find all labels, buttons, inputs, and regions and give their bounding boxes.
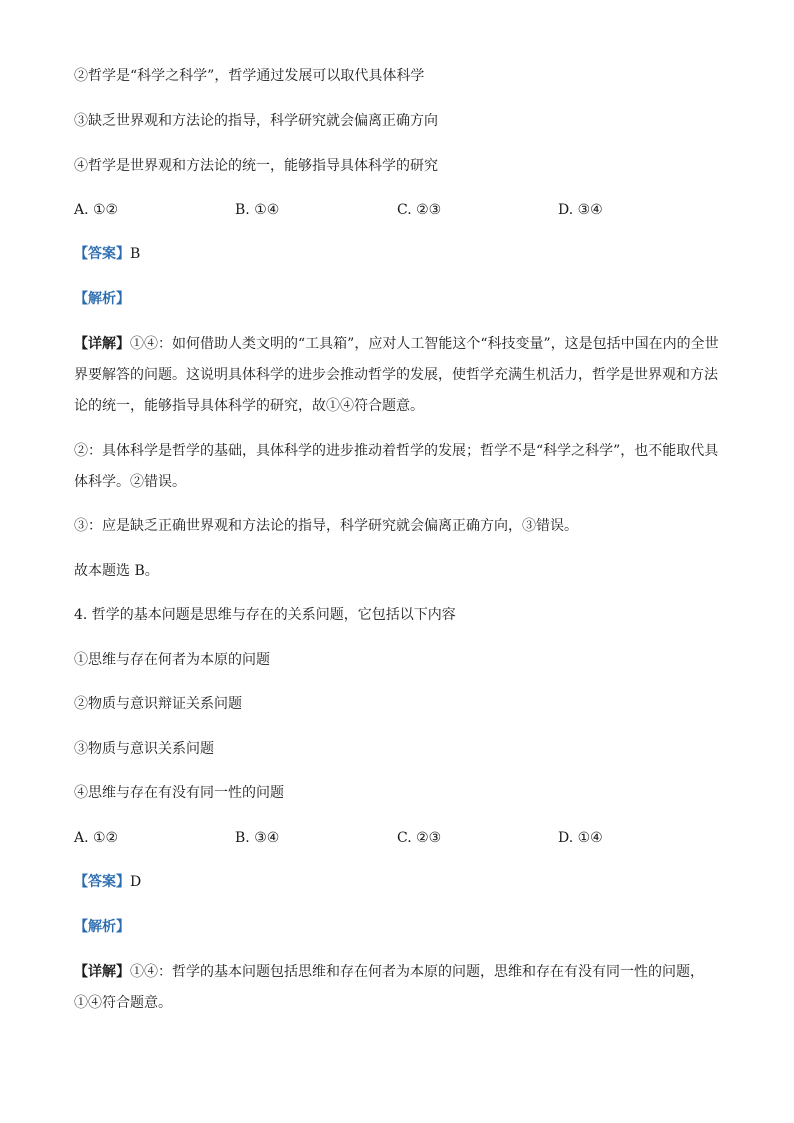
q3-conclusion: 故本题选 B。 — [74, 563, 159, 579]
answer-tag: 【答案】 — [74, 874, 130, 890]
q4-option-c: C. ②③ — [397, 830, 442, 846]
q3-analysis-heading — [74, 288, 130, 310]
q3-explain-3: ③：应是缺乏正确世界观和方法论的指导，科学研究就会偏离正确方向，③错误。 — [74, 518, 578, 534]
detail-tag: 【详解】 — [74, 964, 130, 980]
q3-statement-3: ③缺乏世界观和方法论的指导，科学研究就会偏离正确方向 — [74, 113, 438, 129]
detail-text: ①④：哲学的基本问题包括思维和存在何者为本原的问题，思维和存在有没有同一性的问题，①④符合题意。 — [74, 964, 704, 1011]
q3-option-c: C. ②③ — [397, 202, 442, 218]
analysis-tag: 【解析】 — [74, 291, 130, 307]
q3-statement-4: ④哲学是世界观和方法论的统一，能够指导具体科学的研究 — [74, 158, 438, 174]
q4-statement-3: ③物质与意识关系问题 — [74, 741, 214, 757]
answer-value: D — [130, 874, 142, 890]
q4-option-b: B. ③④ — [235, 830, 280, 846]
answer-tag: 【答案】 — [74, 246, 130, 262]
q3-option-a: A. ①② — [74, 202, 119, 218]
q4-statement-1: ①思维与存在何者为本原的问题 — [74, 652, 270, 668]
q4-statement-2: ②物质与意识辩证关系问题 — [74, 696, 242, 712]
q3-explain-2: ②：具体科学是哲学的基础，具体科学的进步推动着哲学的发展；哲学不是“科学之科学”，也不能取代具体科学。②错误。 — [74, 443, 719, 490]
q3-statement-2: ②哲学是“科学之科学”，哲学通过发展可以取代具体科学 — [74, 68, 425, 84]
answer-value: B — [130, 246, 141, 262]
q3-option-d: D. ③④ — [558, 202, 603, 218]
q3-answer — [74, 243, 140, 265]
q4-detail — [74, 957, 720, 1019]
q3-option-b: B. ①④ — [235, 202, 280, 218]
detail-tag: 【详解】 — [74, 336, 130, 352]
q4-answer — [74, 871, 141, 893]
q4-statement-4: ④思维与存在有没有同一性的问题 — [74, 785, 284, 801]
q4-option-d: D. ①④ — [558, 830, 603, 846]
q4-option-a: A. ①② — [74, 830, 119, 846]
q3-detail — [74, 329, 720, 422]
detail-text: ①④：如何借助人类文明的“工具箱”，应对人工智能这个“科技变量”，这是包括中国在内的全世界要解答的问题。这说明具体科学的进步会推动哲学的发展，使哲学充满生机活力，哲学是世界观和方法论的统一，能够指导具体科学的研究，故①④符合题意。 — [74, 336, 719, 414]
analysis-tag: 【解析】 — [74, 919, 130, 935]
q4-stem: 4. 哲学的基本问题是思维与存在的关系问题，它包括以下内容 — [74, 607, 456, 623]
q4-analysis-heading — [74, 916, 130, 938]
